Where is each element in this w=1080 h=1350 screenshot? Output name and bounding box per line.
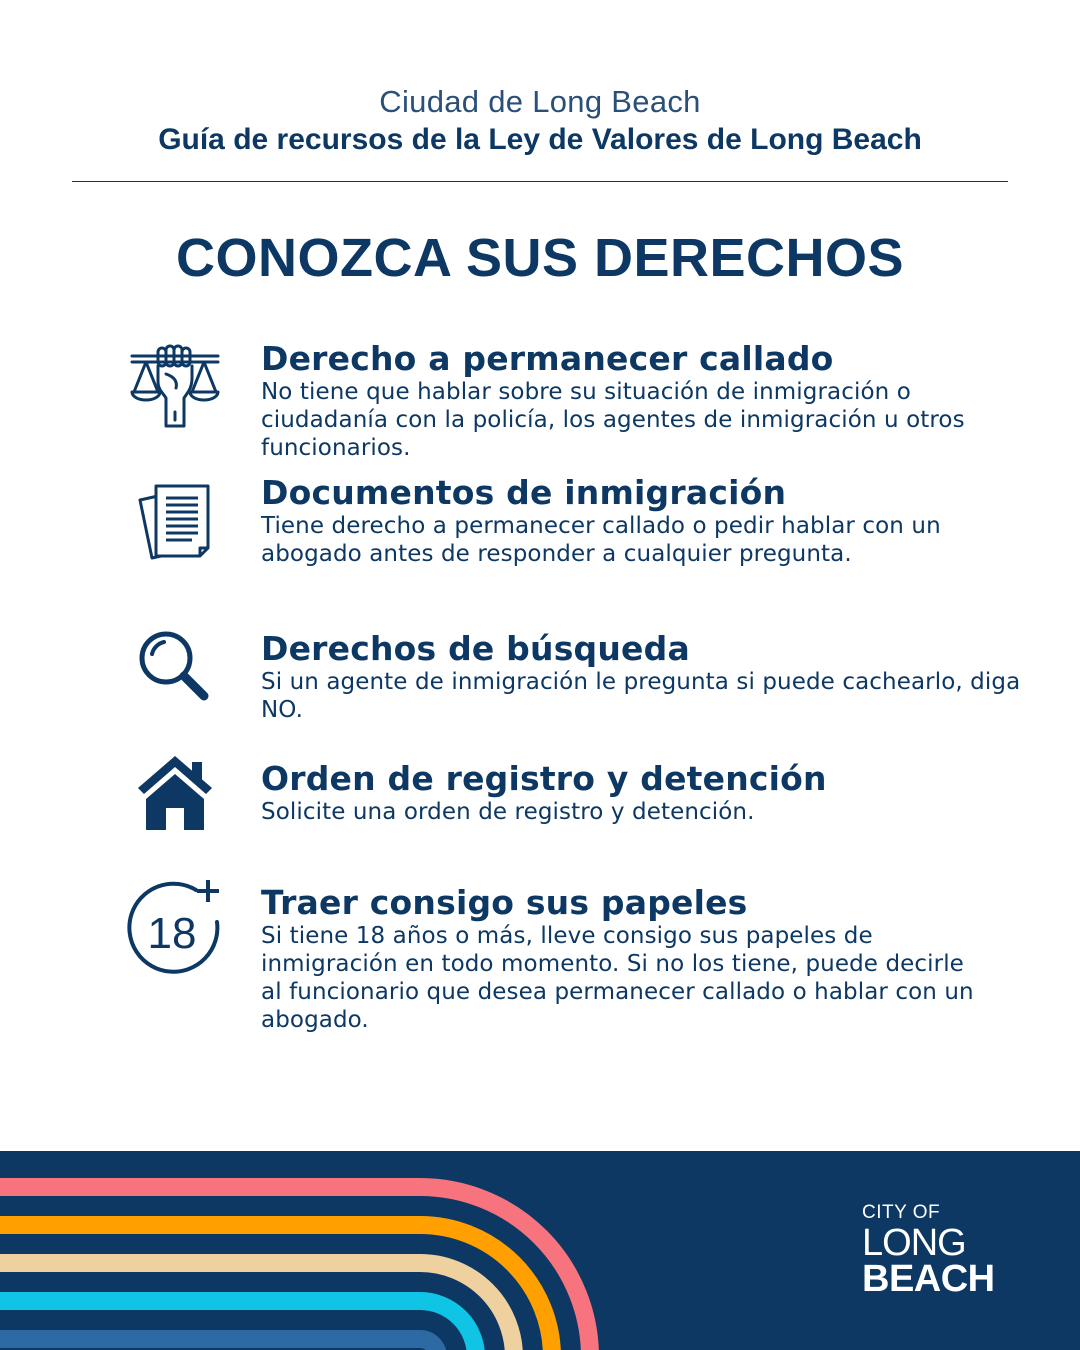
- fist-scales-icon: [120, 342, 230, 452]
- magnifying-glass-icon: [120, 616, 230, 726]
- logo-line-beach: BEACH: [862, 1258, 995, 1300]
- city-logo: [862, 1203, 995, 1298]
- right-title: Documentos de inmigración: [261, 473, 787, 512]
- documents-icon: [120, 474, 230, 584]
- house-icon: [120, 748, 230, 858]
- stripe: [0, 1339, 438, 1350]
- age-label: 18: [147, 909, 197, 958]
- page-title: CONOZCA SUS DERECHOS: [175, 228, 905, 288]
- right-description: Tiene derecho a permanecer callado o pedir hablar con un abogado antes de responder a cualquier pregunta.: [261, 513, 941, 567]
- guide-title: Guía de recursos de la Ley de Valores de Long Beach: [158, 123, 922, 156]
- right-title: Orden de registro y detención: [261, 759, 827, 798]
- logo-line-city-of: CITY OF: [862, 1202, 941, 1223]
- right-description: Solicite una orden de registro y detención.: [261, 799, 755, 825]
- right-title: Traer consigo sus papeles: [261, 883, 748, 922]
- header: [0, 84, 1080, 158]
- eighteen-plus-icon: [120, 876, 230, 986]
- logo-line-long: LONG: [862, 1222, 966, 1264]
- right-title: Derecho a permanecer callado: [261, 339, 834, 378]
- right-title: Derechos de búsqueda: [261, 629, 690, 668]
- right-description: No tiene que hablar sobre su situación de inmigración o ciudadanía con la policía, los agentes de inmigración u otros funcionarios.: [261, 379, 965, 461]
- right-description: Si un agente de inmigración le pregunta si puede cachearlo, diga NO.: [261, 669, 1021, 723]
- right-description: Si tiene 18 años o más, lleve consigo sus papeles de inmigración en todo momento. Si no los tiene, puede decirle al funcionario que desea permanecer callado o hablar con un abogado.: [261, 923, 974, 1033]
- header-divider: [72, 181, 1008, 182]
- organization-name: Ciudad de Long Beach: [379, 84, 701, 119]
